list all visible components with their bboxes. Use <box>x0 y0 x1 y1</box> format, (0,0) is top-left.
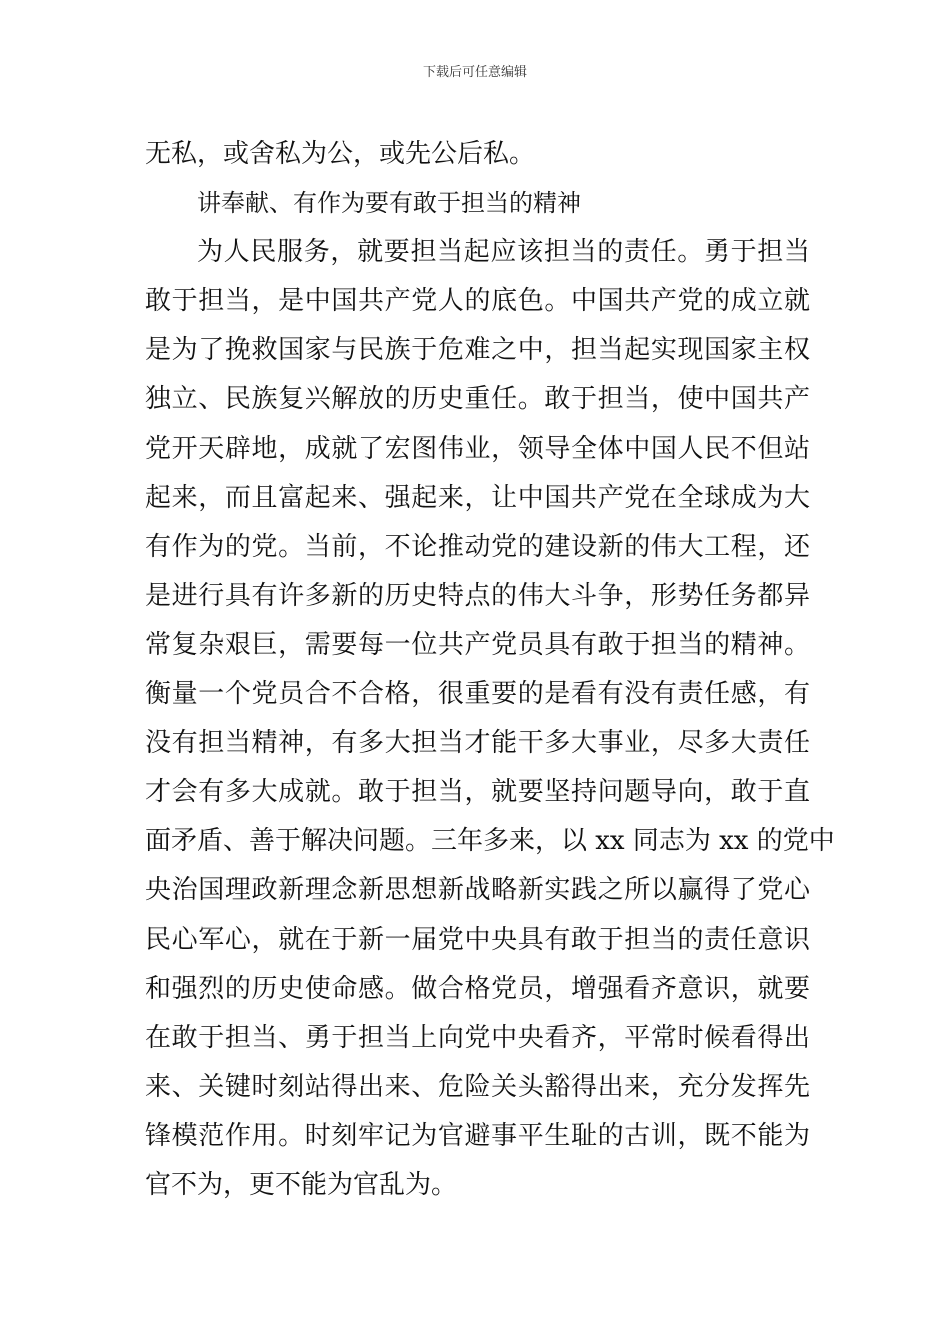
page-header-note: 下载后可任意编辑 <box>422 65 527 80</box>
text-line: 党开天辟地，成就了宏图伟业，领导全体中国人民不但站 <box>145 433 810 464</box>
paragraph-first-line: 为人民服务，就要担当起应该担当的责任。勇于担当 <box>197 237 810 268</box>
text-line: 敢于担当，是中国共产党人的底色。中国共产党的成立就 <box>145 286 810 317</box>
text-line: 才会有多大成就。敢于担当，就要坚持问题导向，敢于直 <box>145 777 810 808</box>
text-line: 和强烈的历史使命感。做合格党员，增强看齐意识，就要 <box>145 973 810 1004</box>
text-line: 没有担当精神，有多大担当才能干多大事业，尽多大责任 <box>145 728 810 759</box>
text-line: 面矛盾、善于解决问题。三年多来，以 xx 同志为 xx 的党中 <box>145 826 835 857</box>
text-line: 央治国理政新理念新思想新战略新实践之所以赢得了党心 <box>145 875 810 906</box>
text-line: 官不为，更不能为官乱为。 <box>145 1169 458 1200</box>
text-line: 是进行具有许多新的历史特点的伟大斗争，形势任务都异 <box>145 580 810 611</box>
text-line: 衡量一个党员合不合格，很重要的是看有没有责任感，有 <box>145 679 810 710</box>
text-line: 无私，或舍私为公，或先公后私。 <box>145 139 536 169</box>
text-line: 有作为的党。当前，不论推动党的建设新的伟大工程，还 <box>145 531 810 562</box>
text-line: 常复杂艰巨，需要每一位共产党员具有敢于担当的精神。 <box>145 629 810 660</box>
section-heading: 讲奉献、有作为要有敢于担当的精神 <box>197 189 581 218</box>
text-line: 锋模范作用。时刻牢记为官避事平生耻的古训，既不能为 <box>145 1120 810 1151</box>
text-line: 起来，而且富起来、强起来，让中国共产党在全球成为大 <box>145 482 810 513</box>
text-line: 民心军心，就在于新一届党中央具有敢于担当的责任意识 <box>145 924 810 955</box>
text-line: 来、关键时刻站得出来、危险关头豁得出来，充分发挥先 <box>145 1071 810 1102</box>
text-line: 在敢于担当、勇于担当上向党中央看齐，平常时候看得出 <box>145 1022 810 1053</box>
document-body <box>145 130 835 1210</box>
text-line: 是为了挽救国家与民族于危难之中，担当起实现国家主权 <box>145 335 810 366</box>
text-line: 独立、民族复兴解放的历史重任。敢于担当，使中国共产 <box>145 384 810 415</box>
